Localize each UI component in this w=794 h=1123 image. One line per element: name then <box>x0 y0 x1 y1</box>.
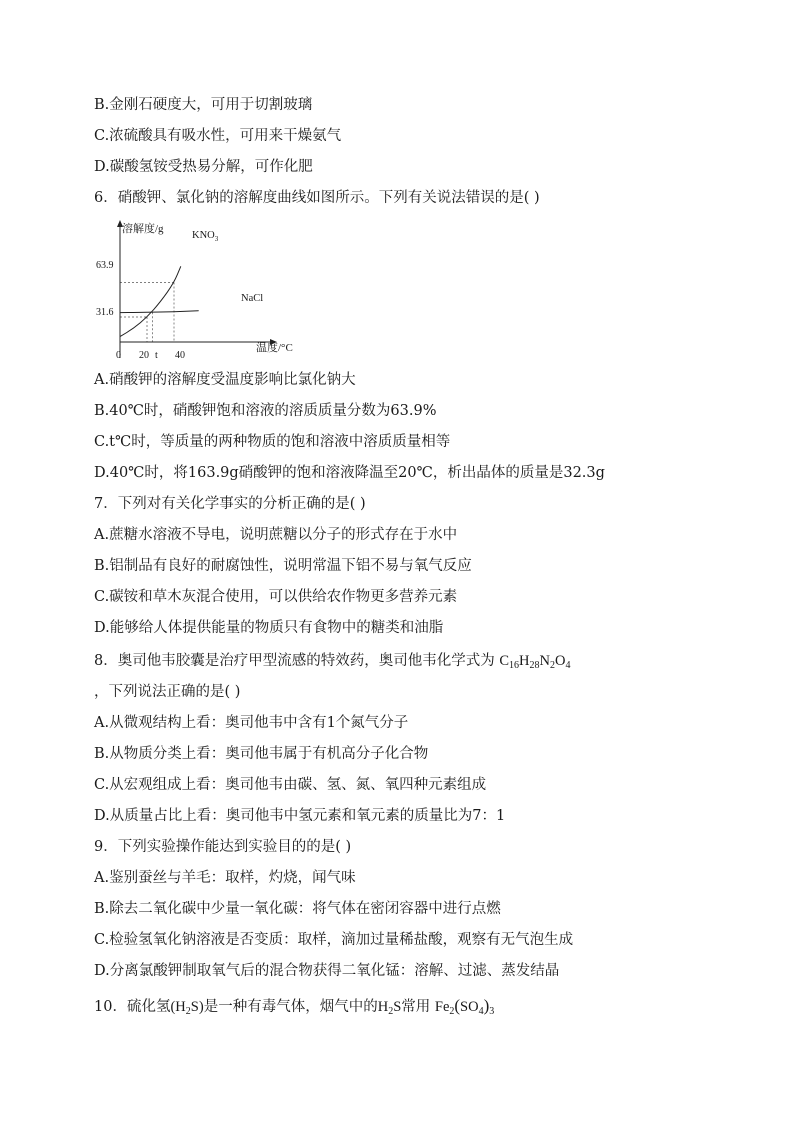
series-label-kno3: $KNO_3$ <box>192 230 219 243</box>
q9-option-c: C.检验氢氧化钠溶液是否变质：取样，滴加过量稀盐酸，观察有无气泡生成 <box>94 932 574 948</box>
q8-stem <box>94 651 570 671</box>
q8-stem-continued: ，下列说法正确的是( ) <box>94 684 241 700</box>
q8-stem-text: 8．奥司他韦胶囊是治疗甲型流感的特效药，奥司他韦化学式为 <box>94 653 500 669</box>
q8-option-b: B.从物质分类上看：奥司他韦属于有机高分子化合物 <box>94 746 429 762</box>
formula-oseltamivir: $C_{16}H_{28}N_2O_4$ <box>499 653 571 671</box>
q5-option-b: B.金刚石硬度大，可用于切割玻璃 <box>94 97 313 113</box>
q10-stem: 10．硫化氢$(H_2S)$是一种有毒气体，烟气中的$H_2S$常用 $Fe_2(SO_4)_3$ <box>94 996 495 1017</box>
formula-h2s: $(H_2S)$ <box>170 999 204 1017</box>
solubility-chart <box>94 218 294 368</box>
q7-stem: 7．下列对有关化学事实的分析正确的是( ) <box>94 496 366 512</box>
q8-option-a: A.从微观结构上看：奥司他韦中含有1个氮气分子 <box>94 715 409 731</box>
formula-h2s-inline: $H_2S$ <box>377 999 402 1017</box>
q6-option-a: A.硝酸钾的溶解度受温度影响比氯化钠大 <box>94 372 356 388</box>
x-tick-label: 20 <box>139 350 149 361</box>
q5-option-d: D.碳酸氢铵受热易分解，可作化肥 <box>94 159 313 175</box>
q9-stem: 9．下列实验操作能达到实验目的的是( ) <box>94 839 352 855</box>
formula-iron-sulfate: $Fe_2(SO_4)_3$ <box>434 996 495 1017</box>
q6-stem: 6．硝酸钾、氯化钠的溶解度曲线如图所示。下列有关说法错误的是( ) <box>94 190 540 206</box>
y-tick-label: 63.9 <box>96 260 114 271</box>
x-tick-label: 0 <box>116 350 121 361</box>
q6-option-b: B.40℃时，硝酸钾饱和溶液的溶质质量分数为63.9% <box>94 403 437 419</box>
q6-option-d: D.40℃时，将163.9g硝酸钾的饱和溶液降温至20℃，析出晶体的质量是32.3g <box>94 465 605 481</box>
x-axis-label: 温度/°C <box>256 342 293 354</box>
q7-option-c: C.碳铵和草木灰混合使用，可以供给农作物更多营养元素 <box>94 589 458 605</box>
q7-option-d: D.能够给人体提供能量的物质只有食物中的糖类和油脂 <box>94 620 444 636</box>
y-axis-label: 溶解度/g <box>122 223 164 235</box>
x-tick-label: 40 <box>175 350 185 361</box>
q7-option-b: B.铝制品有良好的耐腐蚀性，说明常温下铝不易与氧气反应 <box>94 558 472 574</box>
q8-option-c: C.从宏观组成上看：奥司他韦由碳、氢、氮、氧四种元素组成 <box>94 777 487 793</box>
q5-option-c: C.浓硫酸具有吸水性，可用来干燥氨气 <box>94 128 342 144</box>
series-line-kno3 <box>120 266 181 336</box>
x-tick-label: t <box>155 350 158 361</box>
q9-option-d: D.分离氯酸钾制取氧气后的混合物获得二氧化锰：溶解、过滤、蒸发结晶 <box>94 963 560 979</box>
y-tick-label: 31.6 <box>96 307 114 318</box>
q6-option-c: C.t℃时，等质量的两种物质的饱和溶液中溶质质量相等 <box>94 434 451 450</box>
q7-option-a: A.蔗糖水溶液不导电，说明蔗糖以分子的形式存在于水中 <box>94 527 458 543</box>
q9-option-a: A.鉴别蚕丝与羊毛：取样，灼烧，闻气味 <box>94 870 356 886</box>
series-line-nacl <box>120 311 198 313</box>
q8-option-d: D.从质量占比上看：奥司他韦中氢元素和氧元素的质量比为7：1 <box>94 808 506 824</box>
q9-option-b: B.除去二氧化碳中少量一氧化碳：将气体在密闭容器中进行点燃 <box>94 901 501 917</box>
series-label-nacl: NaCl <box>241 293 264 304</box>
